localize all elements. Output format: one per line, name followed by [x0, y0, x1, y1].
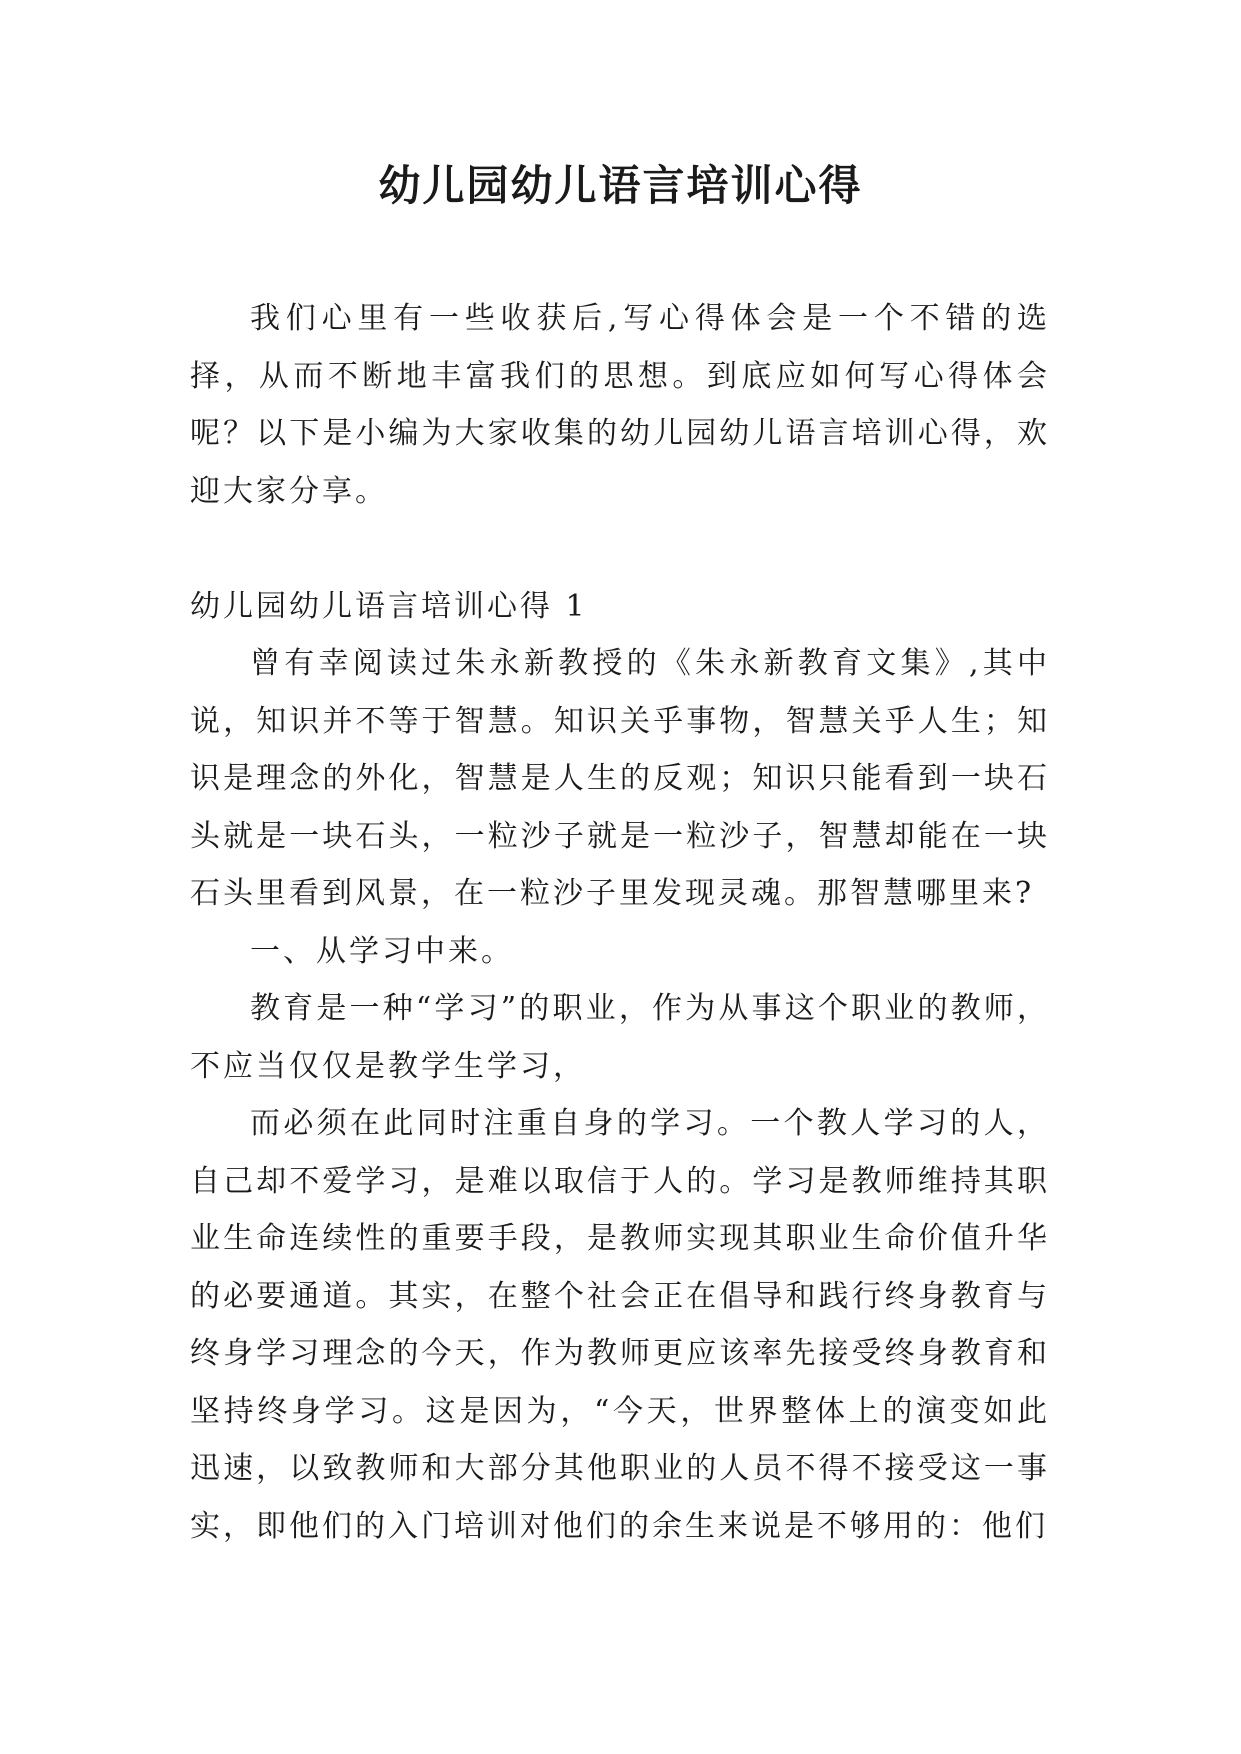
body-paragraph: 曾有幸阅读过朱永新教授的《朱永新教育文集》,其中说，知识并不等于智慧。知识关乎事物，智慧关乎人生；知识是理念的外化，智慧是人生的反观；知识只能看到一块石头就是一块石头，一粒沙子就是一粒沙子，智慧却能在一块石头里看到风景，在一粒沙子里发现灵魂。那智慧哪里来? [190, 646, 1050, 911]
document-body [190, 290, 1050, 1555]
body-paragraph: 教育是一种“学习”的职业，作为从事这个职业的教师，不应当仅仅是教学生学习， [190, 991, 1050, 1084]
document-title: 幼儿园幼儿语言培训心得 [378, 161, 863, 210]
section-heading: 幼儿园幼儿语言培训心得 1 [190, 588, 588, 624]
intro-paragraph: 我们心里有一些收获后,写心得体会是一个不错的选择，从而不断地丰富我们的思想。到底应如何写心得体会呢？以下是小编为大家收集的幼儿园幼儿语言培训心得，欢迎大家分享。 [190, 301, 1050, 509]
paragraph-spacer [190, 520, 1050, 578]
body-paragraph: 而必须在此同时注重自身的学习。一个教人学习的人，自己却不爱学习，是难以取信于人的。学习是教师维持其职业生命连续性的重要手段，是教师实现其职业生命价值升华的必要通道。其实，在整个社会正在倡导和践行终身教育与终身学习理念的今天，作为教师更应该率先接受终身教育和坚持终身学习。这是因为，“今天，世界整体上的演变如此迅速，以致教师和大部分其他职业的人员不得不接受这一事实，即他们的入门培训对他们的余生来说是不够用的：他们 [190, 1106, 1050, 1544]
body-paragraph: 一、从学习中来。 [250, 933, 514, 969]
